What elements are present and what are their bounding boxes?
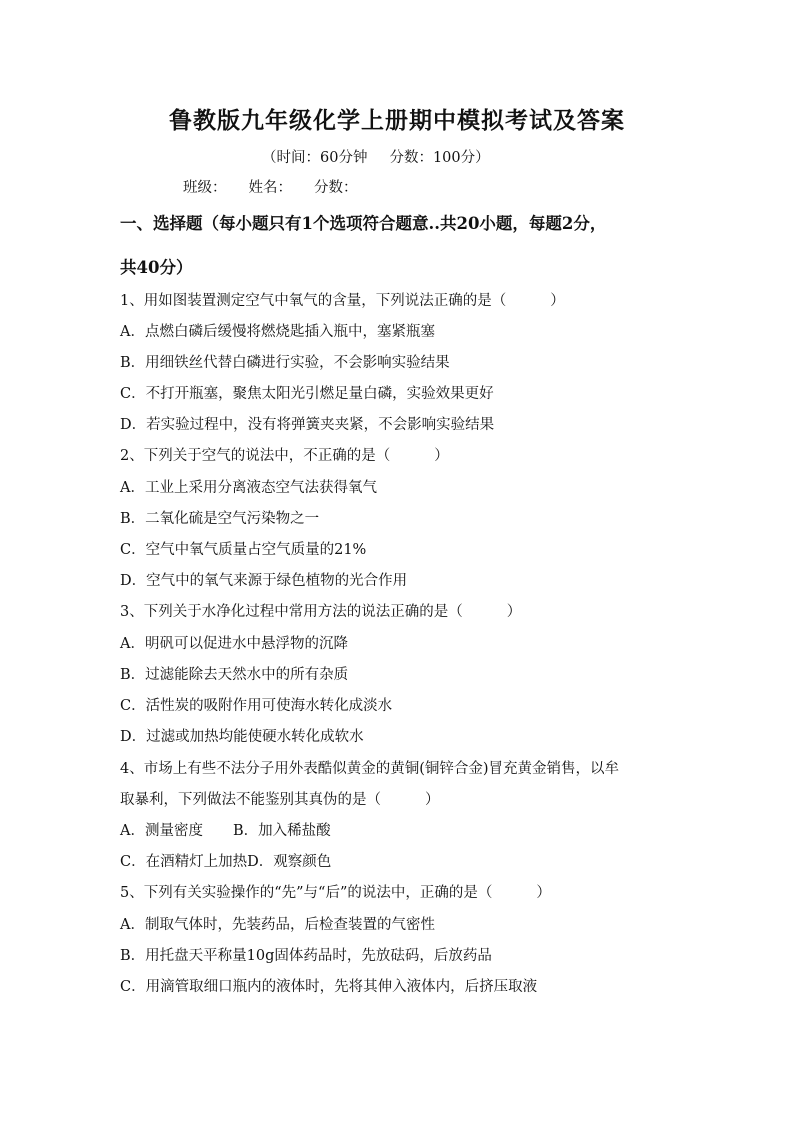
- question-4-option-a: A．测量密度: [120, 823, 203, 839]
- total-score: 分数：100分）: [389, 150, 490, 166]
- question-5-option-b: B．用托盘天平称量10g固体药品时，先放砝码，后放药品: [120, 948, 492, 964]
- question-5-stem: 5、下列有关实验操作的“先”与“后”的说法中，正确的是（ ）: [120, 885, 551, 901]
- question-2-option-c: C．空气中氧气质量占空气质量的21%: [120, 542, 367, 558]
- question-1-option-b: B．用细铁丝代替白磷进行实验，不会影响实验结果: [120, 355, 450, 371]
- section-heading: 一、选择题（每小题只有1个选项符合题意..共20小题，每题2分，: [120, 214, 607, 233]
- page-title: 鲁教版九年级化学上册期中模拟考试及答案: [169, 107, 625, 134]
- question-2-option-b: B．二氧化硫是空气污染物之一: [120, 511, 320, 527]
- name-label: 姓名：: [248, 180, 292, 196]
- student-info: [183, 176, 380, 197]
- question-4-stem: 4、市场上有些不法分子用外表酷似黄金的黄铜(铜锌合金)冒充黄金销售，以牟: [120, 761, 620, 777]
- question-3-option-a: A．明矾可以促进水中悬浮物的沉降: [120, 636, 348, 652]
- question-4-options-cd: C．在酒精灯上加热D．观察颜色: [120, 854, 332, 870]
- section-heading-cont: 共40分）: [120, 258, 193, 277]
- question-2-option-d: D．空气中的氧气来源于绿色植物的光合作用: [120, 573, 408, 589]
- question-3-option-b: B．过滤能除去天然水中的所有杂质: [120, 667, 349, 683]
- question-2-stem: 2、下列关于空气的说法中，不正确的是（ ）: [120, 448, 449, 464]
- question-5-option-c: C．用滴管取细口瓶内的液体时，先将其伸入液体内，后挤压取液: [120, 979, 538, 995]
- question-4-option-b: B．加入稀盐酸: [232, 823, 331, 839]
- question-3-option-c: C．活性炭的吸附作用可使海水转化成淡水: [120, 698, 393, 714]
- question-4-stem-cont: 取暴利，下列做法不能鉴别其真伪的是（ ）: [120, 792, 440, 808]
- time-limit: （时间：60分钟: [262, 150, 368, 166]
- question-1-option-c: C．不打开瓶塞，聚焦太阳光引燃足量白磷，实验效果更好: [120, 386, 494, 402]
- question-4-options-ab: [120, 819, 331, 840]
- question-3-stem: 3、下列关于水净化过程中常用方法的说法正确的是（ ）: [120, 604, 522, 620]
- question-5-option-a: A．制取气体时，先装药品，后检查装置的气密性: [120, 917, 435, 933]
- question-1-stem: 1、用如图装置测定空气中氧气的含量，下列说法正确的是（ ）: [120, 293, 565, 309]
- exam-info: [262, 146, 490, 167]
- question-1-option-d: D．若实验过程中，没有将弹簧夹夹紧，不会影响实验结果: [120, 417, 495, 433]
- question-3-option-d: D．过滤或加热均能使硬水转化成软水: [120, 729, 364, 745]
- question-2-option-a: A．工业上采用分离液态空气法获得氧气: [120, 480, 377, 496]
- class-label: 班级：: [183, 180, 227, 196]
- score-label: 分数：: [314, 180, 358, 196]
- question-1-option-a: A．点燃白磷后缓慢将燃烧匙插入瓶中，塞紧瓶塞: [120, 324, 435, 340]
